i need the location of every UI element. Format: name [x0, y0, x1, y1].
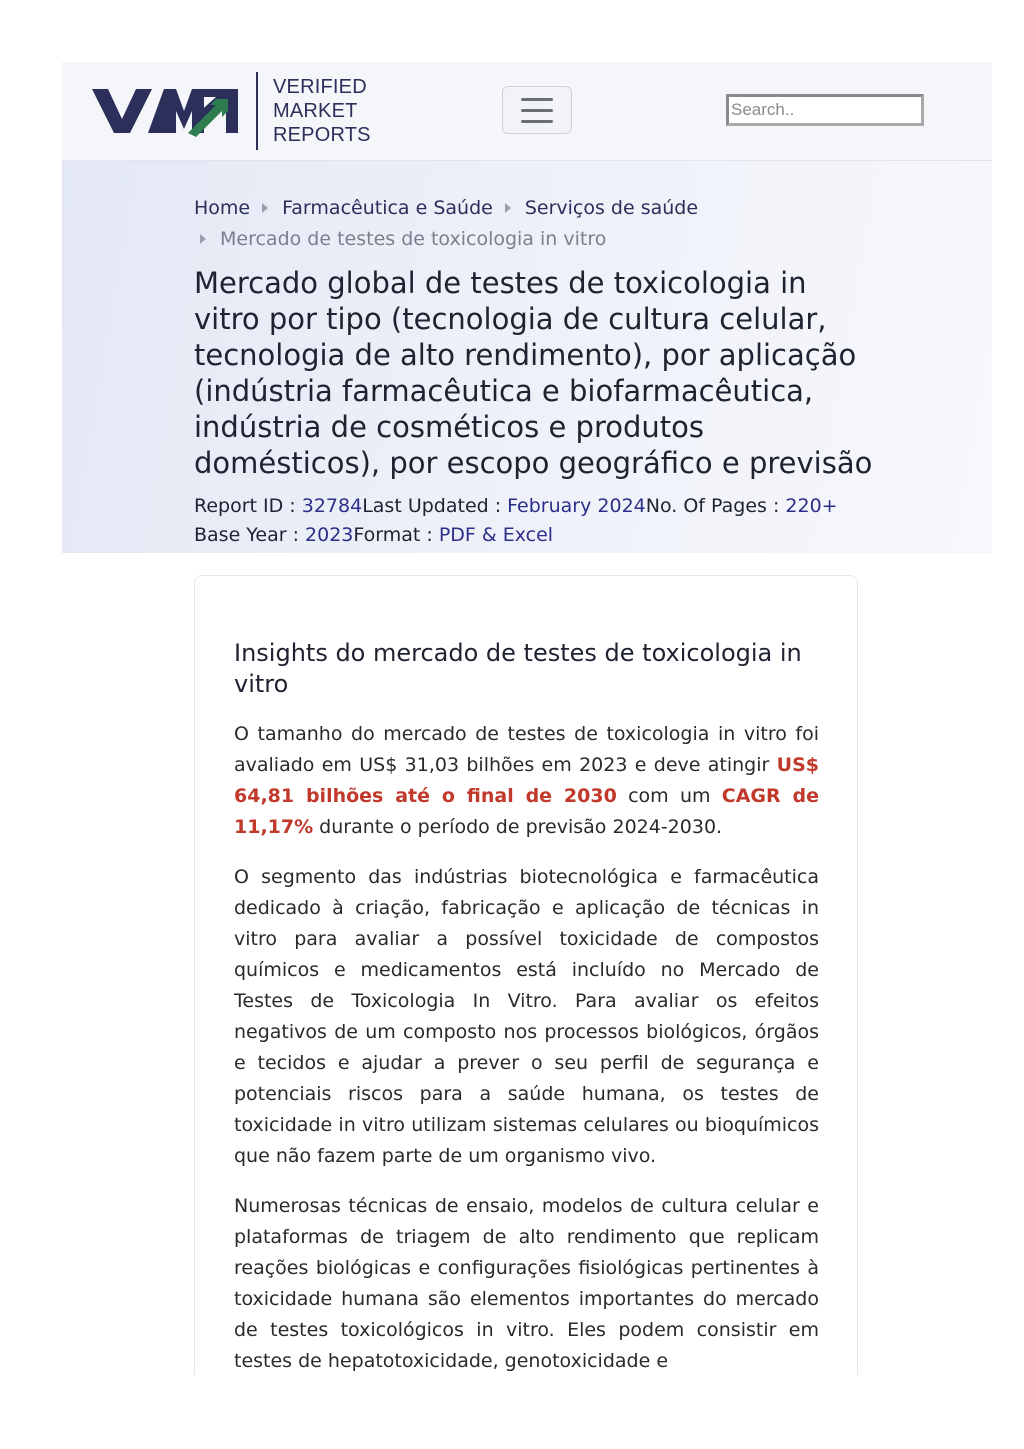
hamburger-icon	[521, 98, 553, 101]
pages-label: No. Of Pages :	[645, 495, 786, 517]
last-updated-label: Last Updated :	[362, 495, 508, 517]
breadcrumb-current: Mercado de testes de toxicologia in vitro	[220, 228, 607, 250]
breadcrumb-separator-icon	[505, 203, 511, 213]
report-meta	[194, 492, 914, 550]
insights-paragraph	[234, 719, 819, 843]
site-header	[62, 62, 992, 161]
breadcrumb-separator-icon	[262, 203, 268, 213]
hamburger-icon	[521, 120, 553, 123]
highlight-market-value: US$ 64,81 bilhões até o final de 2030	[234, 754, 819, 807]
hamburger-icon	[521, 109, 553, 112]
highlight-cagr: CAGR de 11,17%	[234, 785, 819, 838]
last-updated-value: February 2024	[507, 495, 646, 517]
insights-card	[194, 575, 858, 1375]
menu-toggle-button[interactable]	[502, 86, 572, 134]
report-id-label: Report ID :	[194, 495, 302, 517]
breadcrumb-category-link[interactable]: Farmacêutica e Saúde	[282, 197, 493, 219]
paragraph-text: O tamanho do mercado de testes de toxicologia in vitro foi avaliado em US$ 31,03 bilhões em 2023 e deve atingir	[234, 723, 819, 776]
insights-paragraph: Numerosas técnicas de ensaio, modelos de cultura celular e plataformas de triagem de alto rendimento que replicam reações biológicas e configurações fisiológicas pertinentes à toxicidade humana são elementos importantes do mercado de testes toxicológicos in vitro. Eles podem consistir em testes de hepatotoxicidade, genotoxicidade e	[234, 1195, 819, 1372]
report-id-value: 32784	[301, 495, 363, 517]
search-input[interactable]	[726, 94, 924, 126]
pages-value: 220+	[785, 495, 838, 517]
logo-divider	[256, 72, 258, 150]
logo-line: MARKET	[273, 100, 358, 122]
page-title: Mercado global de testes de toxicologia in vitro por tipo (tecnologia de cultura celular, tecnologia de alto rendimento), por aplicação (indústria farmacêutica e biofarmacêutica, indústria de cosméticos e produtos domésticos), por escopo geográfico e previsão	[194, 266, 873, 480]
breadcrumb	[194, 193, 814, 255]
insights-heading: Insights do mercado de testes de toxicologia in vitro	[234, 639, 802, 698]
paragraph-text: durante o período de previsão 2024-2030.	[313, 816, 723, 838]
paragraph-text: com um	[616, 785, 722, 807]
format-label: Format :	[353, 524, 439, 546]
breadcrumb-home-link[interactable]: Home	[194, 197, 251, 219]
vmr-logo-mark-icon	[92, 85, 238, 137]
base-year-value: 2023	[305, 524, 354, 546]
logo-wordmark	[273, 75, 371, 147]
breadcrumb-subcategory-link[interactable]: Serviços de saúde	[524, 197, 699, 219]
insights-body	[234, 719, 819, 1375]
logo-line: REPORTS	[273, 124, 371, 146]
site-logo[interactable]	[92, 72, 371, 150]
base-year-label: Base Year :	[194, 524, 306, 546]
format-value: PDF & Excel	[438, 524, 554, 546]
insights-paragraph: O segmento das indústrias biotecnológica e farmacêutica dedicado à criação, fabricação e aplicação de técnicas in vitro para avaliar a possível toxicidade de compostos químicos e medicamentos está incluído no Mercado de Testes de Toxicologia In Vitro. Para avaliar os efeitos negativos de um composto nos processos biológicos, órgãos e tecidos e ajudar a prever o seu perfil de segurança e potenciais riscos para a saúde humana, os testes de toxicidade in vitro utilizam sistemas celulares ou bioquímicos que não fazem parte de um organismo vivo.	[234, 866, 819, 1167]
logo-line: VERIFIED	[273, 76, 367, 98]
breadcrumb-separator-icon	[200, 234, 206, 244]
